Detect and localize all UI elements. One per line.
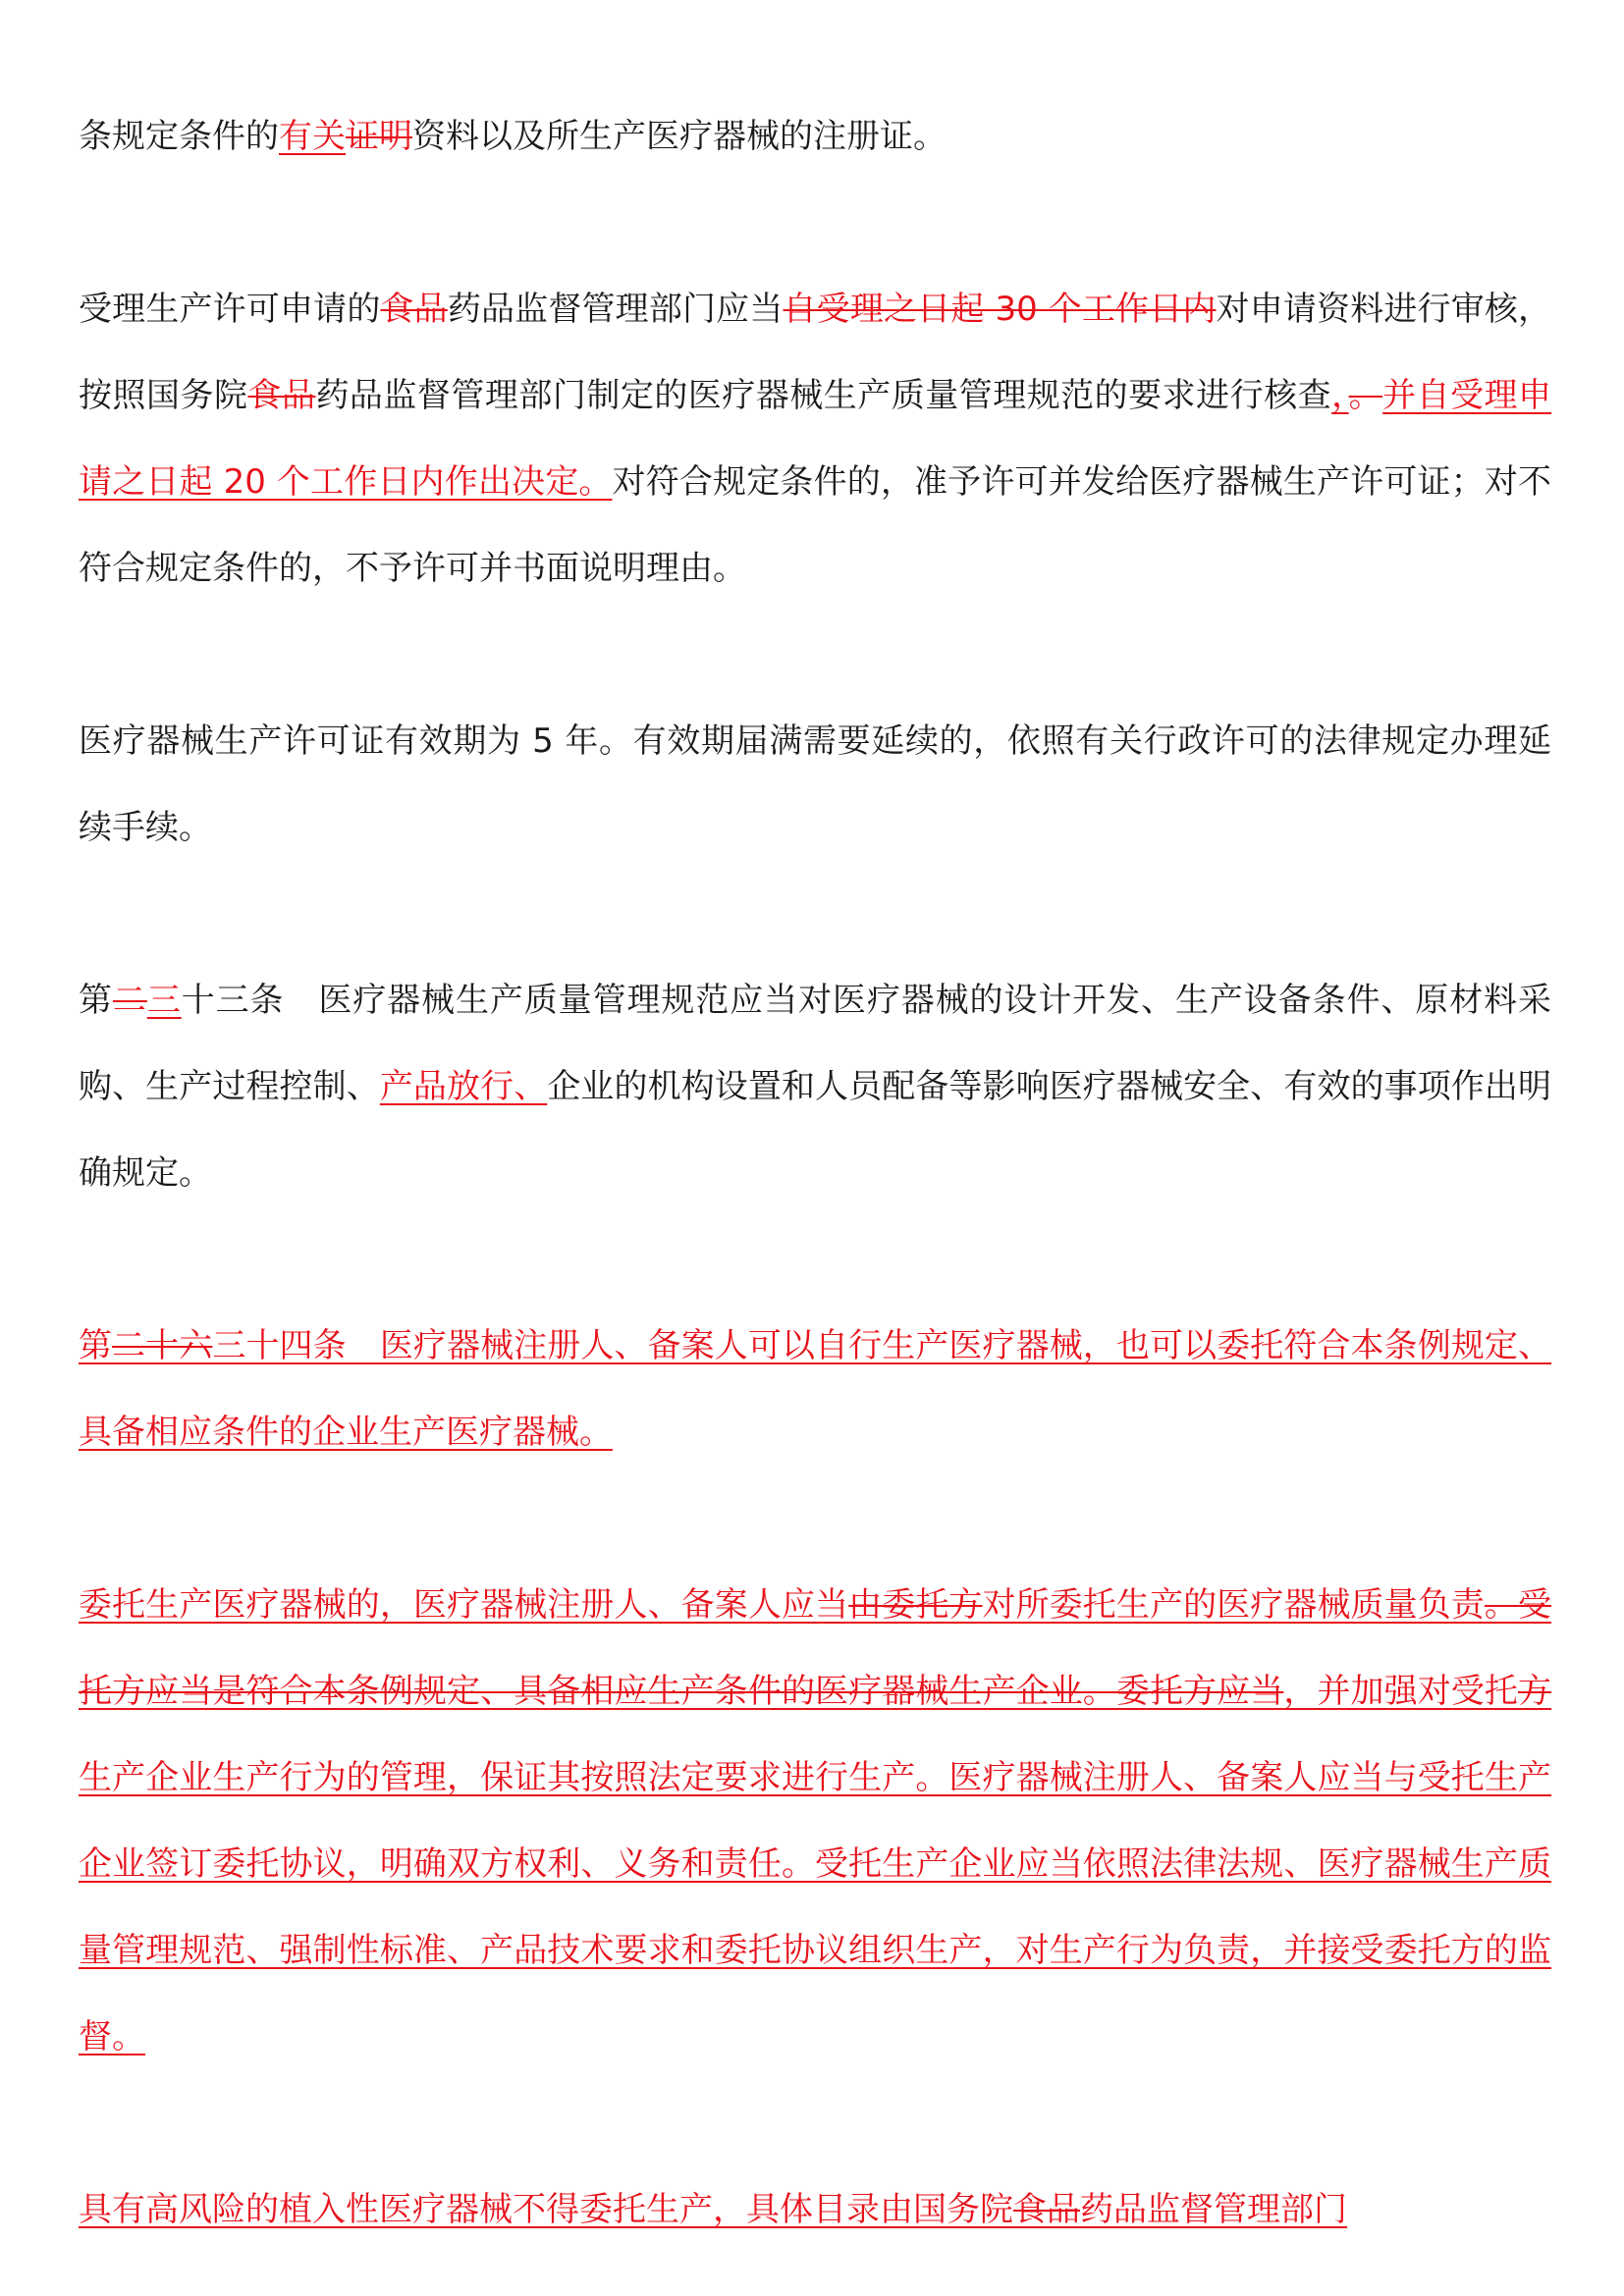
text-run: 受理生产许可申请的 (79, 290, 381, 329)
inserted-text: 生产企业生产行为的管理，保证其按照法定要求进行生产。医疗器械注册人、备案人应当与受托生产企业签订委托协议，明确双方权利、义务和责任。受托生产企业应当依照法律法规、医疗器械生产质量管理规范、强制性标准、产品技术要求和委托协议组织生产，对生产行为负责，并接受委托方的监督。 (79, 1758, 1551, 2056)
inserted-deleted-text: 。受托方应当是符合本条例规定、具备相应生产条件的医疗器械生产企业。委托方应当 (79, 1585, 1552, 1711)
inserted-deleted-text: 方 (1518, 1672, 1552, 1711)
text-run: 药品监督管理部门制定的医疗器械生产质量管理规范的要求进行核查 (315, 376, 1332, 415)
text-run: 对申请资料进行审核，按照国务院 (79, 290, 1552, 415)
paragraph-registration-certificate (79, 93, 1551, 180)
paragraph-high-risk-implants (79, 2166, 1551, 2253)
text-run: 资料以及所生产医疗器械的注册证。 (412, 117, 947, 156)
inserted-deleted-text: 二十六 (112, 1326, 213, 1365)
inserted-text: 药品监督管理部门 (1080, 2190, 1347, 2229)
paragraph-entrusted-production (79, 1562, 1551, 2080)
paragraph-license-validity (79, 698, 1551, 871)
deleted-text: 证明 (346, 117, 412, 156)
deleted-text: 食品 (380, 290, 448, 329)
inserted-text: ，并加强对受托 (1283, 1672, 1519, 1711)
inserted-text: 委托生产医疗器械的，医疗器械注册人、备案人应当 (79, 1585, 849, 1625)
text-run: 十三条 (181, 981, 285, 1020)
deleted-text: 。 (1348, 376, 1383, 415)
text-run: 药品监督管理部门应当 (447, 290, 784, 329)
inserted-text: 并自受理申请之日起 20 个工作日内作出决定。 (79, 376, 1552, 502)
paragraph-license-review (79, 266, 1551, 612)
inserted-deleted-text: 由委托方 (848, 1585, 983, 1625)
text-run: 条规定条件的 (79, 117, 279, 156)
inserted-text: ， (1331, 376, 1349, 415)
inserted-text: 产品放行、 (379, 1067, 548, 1106)
text-run: 医疗器械生产许可证有效期为 5 年。有效期届满需要延续的，依照有关行政许可的法律规定办理延续手续。 (79, 721, 1551, 847)
text-run: 医疗器械生产质量管理规范应当对医疗器械的设计开发、生产设备条件、原材料采购、生产过程控制、 (79, 981, 1552, 1106)
inserted-text: 第 (79, 1326, 113, 1365)
paragraph-article-33 (79, 957, 1551, 1216)
text-run: 企业的机构设置和人员配备等影响医疗器械安全、有效的事项作出明确规定。 (79, 1067, 1552, 1193)
text-run: 第 (79, 981, 113, 1020)
inserted-text: 对所委托生产的医疗器械质量负责 (982, 1585, 1485, 1625)
paragraph-article-34 (79, 1303, 1551, 1475)
deleted-text: 食品 (247, 376, 316, 415)
inserted-text: 三十四条 医疗器械注册人、备案人可以自行生产医疗器械，也可以委托符合本条例规定、具备相应条件的企业生产医疗器械。 (79, 1326, 1551, 1452)
deleted-text: 二 (112, 981, 147, 1020)
inserted-deleted-text: 食品 (1013, 2190, 1080, 2229)
text-run: 对符合规定条件的，准予许可并发给医疗器械生产许可证；对不符合规定条件的，不予许可并书面说明理由。 (79, 462, 1551, 588)
inserted-text: 具有高风险的植入性医疗器械不得委托生产，具体目录由国务院 (79, 2190, 1013, 2229)
deleted-text: 自受理之日起 30 个工作日内 (783, 290, 1217, 329)
document-page (79, 93, 1551, 2253)
inserted-text: 三 (146, 981, 182, 1020)
inserted-text: 有关 (279, 117, 346, 156)
